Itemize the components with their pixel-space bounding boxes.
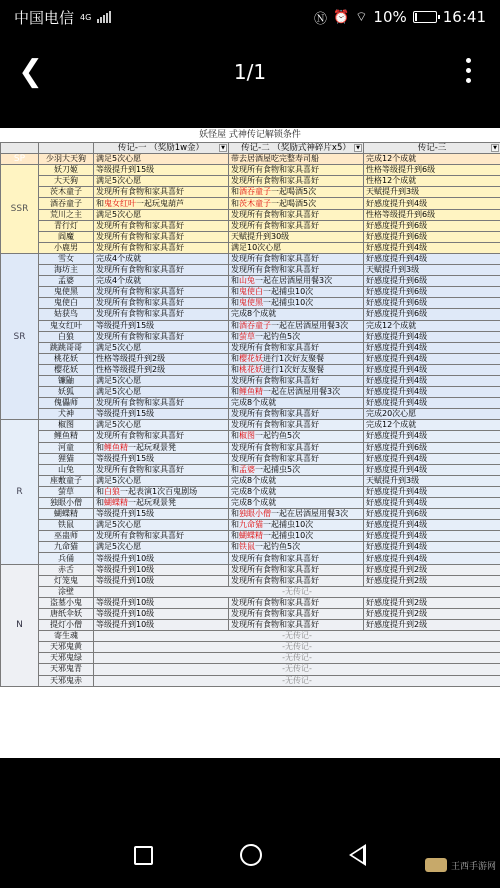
shikigami-name: 天邪鬼赤 (39, 675, 94, 686)
biography-1-cell: 发现所有食物和家具喜好 (94, 331, 229, 342)
shikigami-name: 鬼使黑 (39, 287, 94, 298)
shikigami-name: 独眼小僧 (39, 498, 94, 509)
shikigami-name: 雪女 (39, 253, 94, 264)
biography-2-cell: 发现所有食物和家具喜好 (229, 420, 364, 431)
table-row (1, 253, 500, 264)
biography-3-cell: 好感度提升到4级 (364, 398, 500, 409)
biography-1-cell: 满足5次心愿 (94, 176, 229, 187)
table-row (1, 220, 500, 231)
table-row (1, 542, 500, 553)
biography-1-cell: 等级提升到15级 (94, 453, 229, 464)
biography-3-cell: 好感度提升到2级 (364, 575, 500, 586)
shikigami-name: 兵俑 (39, 553, 94, 564)
shikigami-name: 鲤鱼精 (39, 431, 94, 442)
highlighted-shikigami: 鬼使白 (239, 287, 263, 297)
shikigami-name: 天邪鬼青 (39, 664, 94, 675)
biography-1-cell: 等级提升到10级 (94, 564, 229, 575)
highlighted-shikigami: 茨木童子 (239, 198, 271, 208)
biography-3-cell: 好感度提升到2级 (364, 608, 500, 619)
table-row (1, 631, 500, 642)
biography-3-cell: 性格等级提升到6级 (364, 165, 500, 176)
shikigami-name: 天邪鬼黄 (39, 642, 94, 653)
biography-3-cell: 好感度提升到4级 (364, 198, 500, 209)
biography-1-cell: 完成4个成就 (94, 276, 229, 287)
table-row (1, 575, 500, 586)
table-row (1, 198, 500, 209)
biography-2-cell: 完成8个成就 (229, 475, 364, 486)
unlock-table (0, 142, 500, 687)
biography-2-cell: 发现所有食物和家具喜好 (229, 265, 364, 276)
biography-1-cell: 等级提升到10级 (94, 608, 229, 619)
biography-3-cell: 好感度提升到4级 (364, 331, 500, 342)
biography-2-cell: 和鲤鱼精一起在居酒屋用餐3次 (229, 387, 364, 398)
biography-1-cell: 和白狼一起表演1次百鬼剧场 (94, 486, 229, 497)
table-row (1, 309, 500, 320)
filter-dropdown-icon: ▼ (491, 144, 499, 152)
table-row (1, 187, 500, 198)
table-row (1, 276, 500, 287)
shikigami-name: 青行灯 (39, 220, 94, 231)
carrier-label: 中国电信 (14, 8, 75, 27)
table-row (1, 531, 500, 542)
table-row (1, 387, 500, 398)
biography-1-cell: 发现所有食物和家具喜好 (94, 220, 229, 231)
table-row (1, 242, 500, 253)
shikigami-name: 铁鼠 (39, 520, 94, 531)
shikigami-name: 巫蛊师 (39, 531, 94, 542)
biography-3-cell: 好感度提升到6级 (364, 231, 500, 242)
table-row (1, 420, 500, 431)
biography-3-cell: 好感度提升到4级 (364, 542, 500, 553)
col-header-bio-2: 传记-二 （奖励式神碎片x5） ▼ (229, 143, 364, 154)
table-row (1, 375, 500, 386)
biography-3-cell: 好感度提升到6级 (364, 309, 500, 320)
table-row (1, 353, 500, 364)
biography-2-cell: 和独眼小僧一起在居酒屋用餐3次 (229, 509, 364, 520)
biography-3-cell: 好感度提升到6级 (364, 298, 500, 309)
biography-3-cell: 好感度提升到6级 (364, 220, 500, 231)
biography-2-cell: 发现所有食物和家具喜好 (229, 176, 364, 187)
biography-2-cell: 完成8个成就 (229, 398, 364, 409)
no-biography-cell: -无传记- (94, 664, 500, 675)
page-indicator: 1/1 (233, 60, 267, 84)
table-row (1, 464, 500, 475)
table-row (1, 586, 500, 597)
biography-1-cell: 等级提升到15级 (94, 509, 229, 520)
biography-3-cell: 好感度提升到6级 (364, 276, 500, 287)
highlighted-shikigami: 鲤鱼精 (239, 387, 263, 397)
grade-cell: N (1, 564, 39, 686)
shikigami-name: 海坊主 (39, 265, 94, 276)
signal-icon (97, 11, 111, 23)
col-header-bio-1: 传记-一 （奖励1w金） ▼ (94, 143, 229, 154)
biography-3-cell: 好感度提升到4级 (364, 364, 500, 375)
biography-1-cell: 完成4个成就 (94, 253, 229, 264)
biography-2-cell: 和椒图一起钓鱼5次 (229, 431, 364, 442)
shikigami-name: 寄生魂 (39, 631, 94, 642)
biography-3-cell: 天赋提升到3级 (364, 475, 500, 486)
shikigami-name: 盗墓小鬼 (39, 597, 94, 608)
network-label: 4G (80, 12, 92, 22)
table-row (1, 265, 500, 276)
biography-3-cell: 完成12个成就 (364, 420, 500, 431)
biography-1-cell: 满足5次心愿 (94, 154, 229, 165)
table-row (1, 320, 500, 331)
shikigami-name: 萤草 (39, 486, 94, 497)
no-biography-cell: -无传记- (94, 631, 500, 642)
table-row (1, 209, 500, 220)
biography-1-cell: 等级提升到15级 (94, 320, 229, 331)
biography-3-cell: 好感度提升到6级 (364, 509, 500, 520)
shikigami-name: 姑获鸟 (39, 309, 94, 320)
biography-1-cell: 发现所有食物和家具喜好 (94, 231, 229, 242)
highlighted-shikigami: 蝴蝶精 (104, 498, 128, 508)
biography-3-cell: 完成12个成就 (364, 320, 500, 331)
system-nav-bar (0, 822, 500, 888)
highlighted-shikigami: 椒图 (239, 431, 255, 441)
biography-1-cell: 满足5次心愿 (94, 542, 229, 553)
biography-2-cell: 和鬼使黑一起捕虫10次 (229, 298, 364, 309)
highlighted-shikigami: 鬼使黑 (239, 298, 263, 308)
biography-1-cell: 等级提升到15级 (94, 409, 229, 420)
biography-1-cell: 性格等级提升到2级 (94, 353, 229, 364)
table-row (1, 498, 500, 509)
biography-2-cell: 满足10次心愿 (229, 242, 364, 253)
highlighted-shikigami: 白狼 (104, 486, 120, 496)
shikigami-name: 茨木童子 (39, 187, 94, 198)
biography-1-cell: 发现所有食物和家具喜好 (94, 431, 229, 442)
shikigami-name: 妖刀姬 (39, 165, 94, 176)
biography-2-cell: 发现所有食物和家具喜好 (229, 620, 364, 631)
biography-1-cell: 发现所有食物和家具喜好 (94, 187, 229, 198)
shikigami-name: 九命猫 (39, 542, 94, 553)
table-row (1, 664, 500, 675)
table-row (1, 431, 500, 442)
wifi-icon: ⌔ (355, 10, 368, 25)
biography-2-cell: 发现所有食物和家具喜好 (229, 220, 364, 231)
biography-2-cell: 和鬼使白一起捕虫10次 (229, 287, 364, 298)
biography-3-cell: 好感度提升到4级 (364, 498, 500, 509)
biography-2-cell: 发现所有食物和家具喜好 (229, 375, 364, 386)
table-row (1, 475, 500, 486)
biography-2-cell: 发现所有食物和家具喜好 (229, 165, 364, 176)
back-arrow-icon[interactable]: ❮ (18, 54, 44, 89)
shikigami-name: 小鹿男 (39, 242, 94, 253)
shikigami-name: 鬼使白 (39, 298, 94, 309)
biography-2-cell: 发现所有食物和家具喜好 (229, 442, 364, 453)
shikigami-name: 蝴蝶精 (39, 509, 94, 520)
shikigami-name: 傀儡师 (39, 398, 94, 409)
shikigami-name: 鬼女红叶 (39, 320, 94, 331)
biography-1-cell: 满足5次心愿 (94, 375, 229, 386)
filter-dropdown-icon: ▼ (219, 144, 227, 152)
table-row (1, 675, 500, 686)
table-row (1, 331, 500, 342)
biography-2-cell: 带去居酒屋吃完整寿司船 (229, 154, 364, 165)
battery-percent: 10% (373, 8, 407, 26)
shikigami-name: 跳跳哥哥 (39, 342, 94, 353)
table-row (1, 287, 500, 298)
table-row (1, 298, 500, 309)
highlighted-shikigami: 桃花妖 (239, 364, 263, 374)
highlighted-shikigami: 蝴蝶精 (239, 531, 263, 541)
biography-2-cell: 和萤草一起钓鱼5次 (229, 331, 364, 342)
biography-2-cell: 和山兔一起在居酒屋用餐3次 (229, 276, 364, 287)
col-header-grade (1, 143, 39, 154)
biography-3-cell: 好感度提升到4级 (364, 253, 500, 264)
biography-1-cell: 发现所有食物和家具喜好 (94, 242, 229, 253)
shikigami-name: 赤舌 (39, 564, 94, 575)
biography-2-cell: 和酒吞童子一起喝酒5次 (229, 187, 364, 198)
shikigami-name: 樱花妖 (39, 364, 94, 375)
shikigami-name: 镰鼬 (39, 375, 94, 386)
highlighted-shikigami: 樱花妖 (239, 353, 263, 363)
biography-3-cell: 好感度提升到4级 (364, 531, 500, 542)
biography-1-cell: 等级提升到10级 (94, 553, 229, 564)
biography-1-cell: 和蝴蝶精一起玩观景凳 (94, 498, 229, 509)
biography-2-cell: 发现所有食物和家具喜好 (229, 409, 364, 420)
biography-1-cell: 发现所有食物和家具喜好 (94, 531, 229, 542)
more-options-icon[interactable] (466, 58, 472, 83)
shikigami-name: 少羽大天狗 (39, 154, 94, 165)
status-bar (0, 0, 500, 34)
biography-2-cell: 完成8个成就 (229, 498, 364, 509)
table-row (1, 608, 500, 619)
spreadsheet-image (0, 128, 500, 758)
highlighted-shikigami: 铁鼠 (239, 542, 255, 552)
biography-1-cell: 等级提升到10级 (94, 575, 229, 586)
shikigami-name: 妖狐 (39, 387, 94, 398)
clock: 16:41 (442, 8, 486, 26)
biography-1-cell: 性格等级提升到2级 (94, 364, 229, 375)
battery-icon (413, 11, 437, 23)
biography-1-cell: 满足5次心愿 (94, 209, 229, 220)
table-row (1, 154, 500, 165)
biography-3-cell: 好感度提升到4级 (364, 453, 500, 464)
header-row (1, 143, 500, 154)
table-row (1, 597, 500, 608)
table-row (1, 231, 500, 242)
col-header-bio-3: 传记-三 ▼ (364, 143, 500, 154)
shikigami-name: 犬神 (39, 409, 94, 420)
biography-3-cell: 完成12个成就 (364, 154, 500, 165)
biography-2-cell: 完成8个成就 (229, 309, 364, 320)
biography-2-cell: 和桃花妖进行1次好友聚餐 (229, 364, 364, 375)
biography-3-cell: 好感度提升到6级 (364, 287, 500, 298)
col-header-name (39, 143, 94, 154)
watermark-logo-icon (425, 858, 447, 872)
back-icon[interactable] (349, 844, 366, 866)
biography-1-cell: 等级提升到10级 (94, 620, 229, 631)
biography-3-cell: 好感度提升到4级 (364, 486, 500, 497)
biography-2-cell: 发现所有食物和家具喜好 (229, 553, 364, 564)
biography-2-cell: 和樱花妖进行1次好友聚餐 (229, 353, 364, 364)
shikigami-name: 河童 (39, 442, 94, 453)
grade-cell: SR (1, 253, 39, 419)
biography-1-cell: 发现所有食物和家具喜好 (94, 309, 229, 320)
table-row (1, 165, 500, 176)
biography-3-cell: 好感度提升到6级 (364, 442, 500, 453)
table-row (1, 453, 500, 464)
table-row (1, 442, 500, 453)
grade-cell: R (1, 420, 39, 564)
filter-dropdown-icon: ▼ (354, 144, 362, 152)
biography-3-cell: 好感度提升到4级 (364, 387, 500, 398)
table-row (1, 653, 500, 664)
biography-3-cell: 好感度提升到2级 (364, 597, 500, 608)
biography-1-cell: 发现所有食物和家具喜好 (94, 265, 229, 276)
highlighted-shikigami: 鲤鱼精 (104, 442, 128, 452)
highlighted-shikigami: 酒吞童子 (239, 187, 271, 197)
biography-2-cell: 和蝴蝶精一起捕虫10次 (229, 531, 364, 542)
shikigami-name: 涂壁 (39, 586, 94, 597)
shikigami-name: 桃花妖 (39, 353, 94, 364)
shikigami-name: 椒图 (39, 420, 94, 431)
highlighted-shikigami: 独眼小僧 (239, 509, 271, 519)
table-row (1, 364, 500, 375)
shikigami-name: 座敷童子 (39, 475, 94, 486)
biography-1-cell: 满足5次心愿 (94, 420, 229, 431)
biography-3-cell: 好感度提升到2级 (364, 620, 500, 631)
biography-2-cell: 和酒吞童子一起在居酒屋用餐3次 (229, 320, 364, 331)
biography-3-cell: 天赋提升到3级 (364, 265, 500, 276)
table-row (1, 642, 500, 653)
biography-2-cell: 发现所有食物和家具喜好 (229, 608, 364, 619)
biography-3-cell: 天赋提升到3级 (364, 187, 500, 198)
biography-2-cell: 天赋提升到30级 (229, 231, 364, 242)
table-row (1, 509, 500, 520)
table-row (1, 620, 500, 631)
biography-2-cell: 发现所有食物和家具喜好 (229, 342, 364, 353)
biography-1-cell: 等级提升到10级 (94, 597, 229, 608)
biography-1-cell: 满足5次心愿 (94, 387, 229, 398)
no-biography-cell: -无传记- (94, 675, 500, 686)
table-row (1, 342, 500, 353)
grade-cell: SSR (1, 165, 39, 254)
highlighted-shikigami: 孟婆 (239, 464, 255, 474)
table-row (1, 176, 500, 187)
no-biography-cell: -无传记- (94, 586, 500, 597)
biography-1-cell: 满足5次心愿 (94, 475, 229, 486)
shikigami-name: 唐纸伞妖 (39, 608, 94, 619)
home-icon[interactable] (240, 844, 262, 866)
shikigami-name: 灯笼鬼 (39, 575, 94, 586)
table-row (1, 564, 500, 575)
biography-2-cell: 和九命猫一起捕虫10次 (229, 520, 364, 531)
biography-2-cell: 发现所有食物和家具喜好 (229, 575, 364, 586)
shikigami-name: 山兔 (39, 464, 94, 475)
shikigami-name: 大天狗 (39, 176, 94, 187)
highlighted-shikigami: 九命猫 (239, 520, 263, 530)
biography-2-cell: 发现所有食物和家具喜好 (229, 209, 364, 220)
biography-3-cell: 好感度提升到4级 (364, 375, 500, 386)
shikigami-name: 阎魔 (39, 231, 94, 242)
table-row (1, 409, 500, 420)
biography-2-cell: 和孟婆一起捕虫5次 (229, 464, 364, 475)
highlighted-shikigami: 山兔 (239, 276, 255, 286)
biography-1-cell: 发现所有食物和家具喜好 (94, 298, 229, 309)
biography-2-cell: 和茨木童子一起喝酒5次 (229, 198, 364, 209)
biography-1-cell: 等级提升到15级 (94, 165, 229, 176)
biography-1-cell: 发现所有食物和家具喜好 (94, 464, 229, 475)
no-biography-cell: -无传记- (94, 642, 500, 653)
table-body (1, 154, 500, 687)
table-row (1, 398, 500, 409)
shikigami-name: 狸猫 (39, 453, 94, 464)
sheet-title: 妖怪屋 式神传记解锁条件 (199, 130, 301, 140)
watermark: 王西手游网 (425, 858, 496, 872)
table-row (1, 520, 500, 531)
biography-1-cell: 满足5次心愿 (94, 520, 229, 531)
biography-3-cell: 好感度提升到4级 (364, 520, 500, 531)
biography-3-cell: 好感度提升到4级 (364, 242, 500, 253)
highlighted-shikigami: 萤草 (239, 331, 255, 341)
biography-1-cell: 发现所有食物和家具喜好 (94, 398, 229, 409)
highlighted-shikigami: 酒吞童子 (239, 320, 271, 330)
recent-apps-icon[interactable] (134, 846, 153, 865)
table-row (1, 553, 500, 564)
biography-3-cell: 完成20次心愿 (364, 409, 500, 420)
biography-2-cell: 和铁鼠一起钓鱼5次 (229, 542, 364, 553)
table-row (1, 486, 500, 497)
biography-3-cell: 好感度提升到4级 (364, 353, 500, 364)
biography-3-cell: 好感度提升到4级 (364, 553, 500, 564)
biography-2-cell: 发现所有食物和家具喜好 (229, 453, 364, 464)
biography-2-cell: 完成8个成就 (229, 486, 364, 497)
shikigami-name: 孟婆 (39, 276, 94, 287)
nfc-icon: Ⓝ (313, 11, 327, 27)
biography-1-cell: 和鲤鱼精一起玩观景凳 (94, 442, 229, 453)
shikigami-name: 提灯小僧 (39, 620, 94, 631)
shikigami-name: 酒吞童子 (39, 198, 94, 209)
biography-2-cell: 发现所有食物和家具喜好 (229, 597, 364, 608)
viewer-toolbar (0, 40, 500, 104)
grade-cell: SP (1, 154, 39, 165)
alarm-icon: ⏰ (333, 9, 350, 25)
biography-1-cell: 发现所有食物和家具喜好 (94, 287, 229, 298)
highlighted-shikigami: 鬼女红叶 (104, 198, 136, 208)
biography-3-cell: 性格等级提升到6级 (364, 209, 500, 220)
biography-1-cell: 和鬼女红叶一起玩鬼葫芦 (94, 198, 229, 209)
biography-3-cell: 好感度提升到2级 (364, 564, 500, 575)
biography-2-cell: 发现所有食物和家具喜好 (229, 564, 364, 575)
shikigami-name: 荒川之主 (39, 209, 94, 220)
shikigami-name: 白狼 (39, 331, 94, 342)
biography-3-cell: 好感度提升到4级 (364, 431, 500, 442)
shikigami-name: 天邪鬼绿 (39, 653, 94, 664)
biography-1-cell: 满足5次心愿 (94, 342, 229, 353)
no-biography-cell: -无传记- (94, 653, 500, 664)
biography-3-cell: 好感度提升到4级 (364, 342, 500, 353)
biography-3-cell: 好感度提升到4级 (364, 464, 500, 475)
biography-2-cell: 发现所有食物和家具喜好 (229, 253, 364, 264)
biography-3-cell: 性格12个成就 (364, 176, 500, 187)
